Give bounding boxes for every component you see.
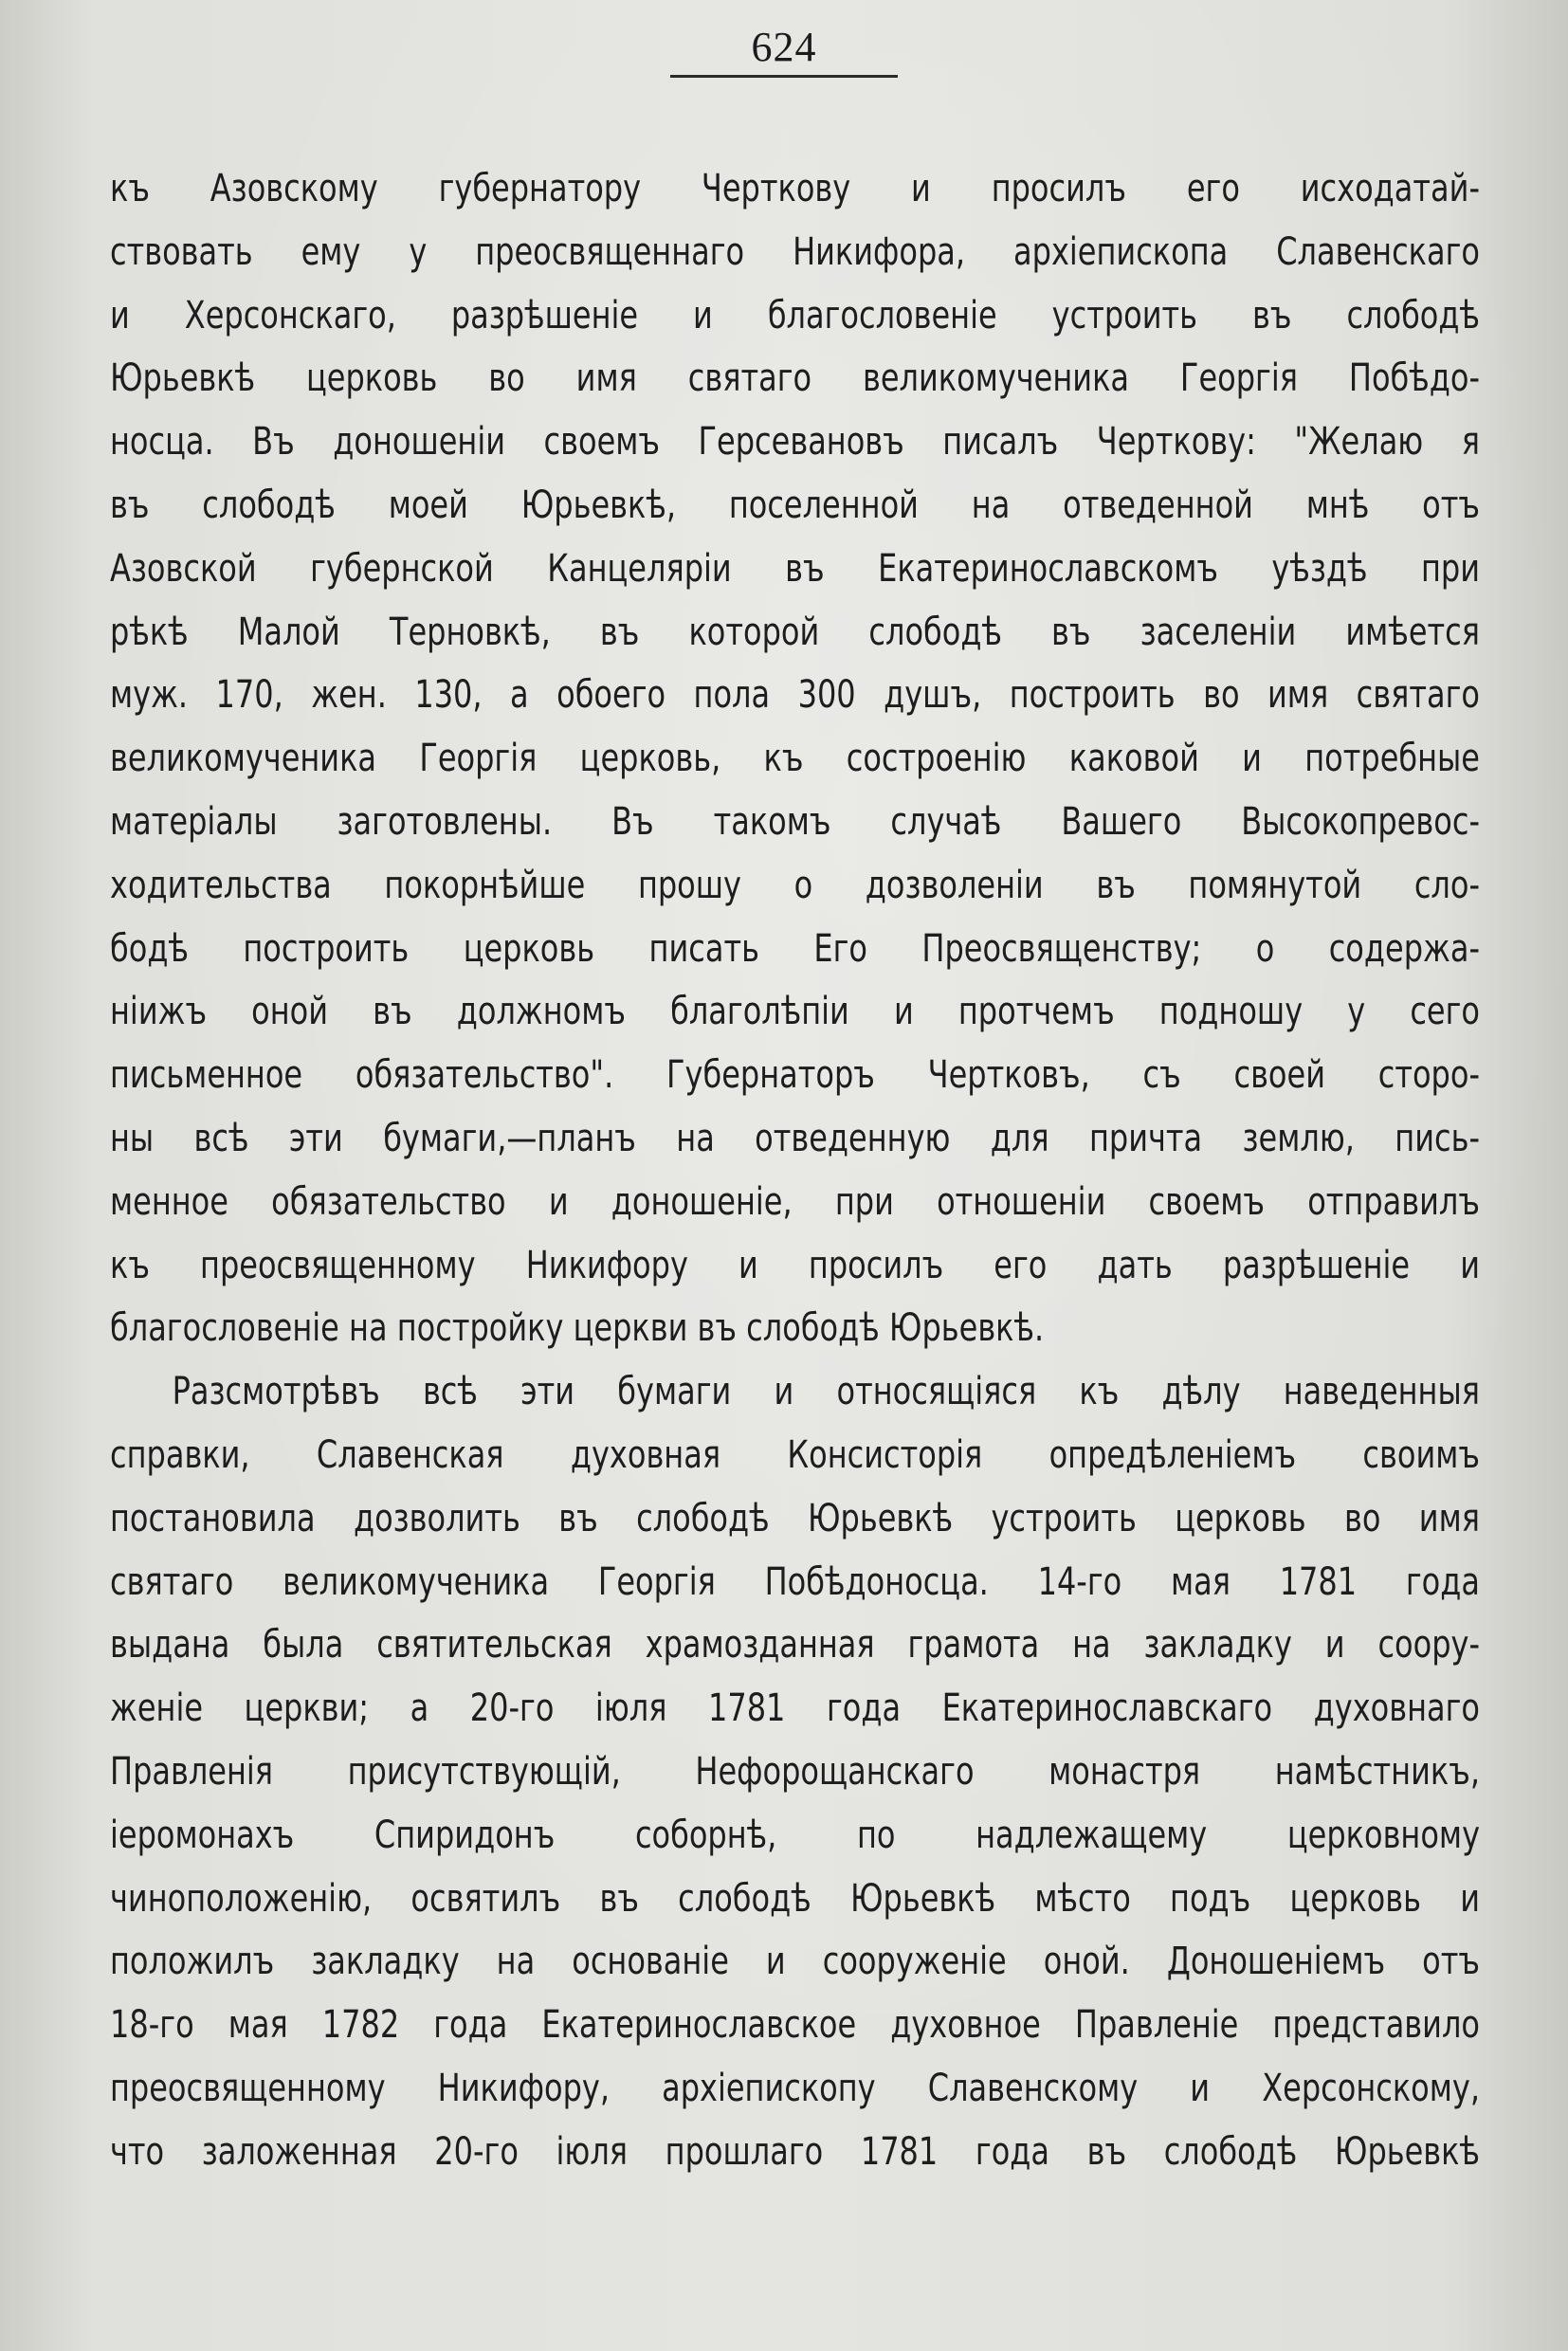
text-line: выдана была святительская храмозданная грамота на закладку и соору- bbox=[110, 1623, 1480, 1668]
paragraph-start-line: Разсмотрѣвъ всѣ эти бумаги и относящіяся къ дѣлу наведенныя bbox=[172, 1370, 1480, 1414]
page-number: 624 bbox=[751, 24, 817, 70]
text-line: Правленія присутствующій, Нефорощанскаго монастря намѣстникъ, bbox=[110, 1749, 1480, 1794]
text-line: ствовать ему у преосвященнаго Никифора, архіепископа Славенскаго bbox=[110, 229, 1480, 274]
text-line: ны всѣ эти бумаги,—планъ на отведенную для причта землю, пись- bbox=[110, 1116, 1480, 1160]
text-line: постановила дозволить въ слободѣ Юрьевкѣ устроить церковь во имя bbox=[110, 1496, 1480, 1540]
text-line: великомученика Георгія церковь, къ состроенію каковой и потребные bbox=[110, 737, 1480, 781]
text-line: преосвященному Никифору, архіепископу Славенскому и Херсонскому, bbox=[110, 2066, 1480, 2110]
text-line: въ слободѣ моей Юрьевкѣ, поселенной на отведенной мнѣ отъ bbox=[110, 483, 1480, 527]
text-line: ніижъ оной въ должномъ благолѣпіи и протчемъ подношу у сего bbox=[110, 990, 1480, 1034]
text-line: ходительства покорнѣйше прошу о дозволеніи въ помянутой сло- bbox=[110, 863, 1480, 907]
body-text bbox=[110, 157, 1480, 2184]
text-line: іеромонахъ Спиридонъ соборнѣ, по надлежащему церковному bbox=[110, 1813, 1480, 1857]
text-line: Юрьевкѣ церковь во имя святаго великомученика Георгія Побѣдо- bbox=[110, 356, 1480, 401]
text-line: муж. 170, жен. 130, а обоего пола 300 душъ, построить во имя святаго bbox=[110, 673, 1480, 718]
text-line: матеріалы заготовлены. Въ такомъ случаѣ Вашего Высокопревос- bbox=[110, 799, 1480, 844]
header-rule bbox=[670, 75, 898, 78]
text-line: письменное обязательство". Губернаторъ Чертковъ, съ своей сторо- bbox=[110, 1053, 1480, 1098]
text-line: что заложенная 20-го іюля прошлаго 1781 года въ слободѣ Юрьевкѣ bbox=[110, 2129, 1480, 2174]
text-line: къ преосвященному Никифору и просилъ его дать разрѣшеніе и bbox=[110, 1243, 1480, 1287]
text-line: Азовской губернской Канцеляріи въ Екатеринославскомъ уѣздѣ при bbox=[110, 546, 1480, 591]
text-line: 18-го мая 1782 года Екатеринославское духовное Правленіе представило bbox=[110, 2003, 1480, 2048]
text-line: справки, Славенская духовная Консисторія опредѣленіемъ своимъ bbox=[110, 1432, 1480, 1477]
paragraph-end-line: благословеніе на постройку церкви въ слободѣ Юрьевкѣ. bbox=[110, 1306, 1045, 1351]
text-line: и Херсонскаго, разрѣшеніе и благословеніе устроить въ слободѣ bbox=[110, 293, 1480, 337]
text-line: рѣкѣ Малой Терновкѣ, въ которой слободѣ въ заселеніи имѣется bbox=[110, 610, 1480, 654]
text-line: положилъ закладку на основаніе и сооруженіе оной. Доношеніемъ отъ bbox=[110, 1940, 1480, 1984]
text-line: носца. Въ доношеніи своемъ Герсевановъ писалъ Черткову: "Желаю я bbox=[110, 420, 1480, 465]
text-line: менное обязательство и доношеніе, при отношеніи своемъ отправилъ bbox=[110, 1179, 1480, 1224]
text-line: къ Азовскому губернатору Черткову и просилъ его исходатай- bbox=[110, 167, 1480, 210]
text-line: чиноположенію, освятилъ въ слободѣ Юрьевкѣ мѣсто подъ церковь и bbox=[110, 1876, 1480, 1921]
text-line: святаго великомученика Георгія Побѣдоносца. 14-го мая 1781 года bbox=[110, 1559, 1480, 1604]
text-line: бодѣ построить церковь писать Его Преосвященству; о содержа- bbox=[110, 926, 1480, 971]
text-line: женіе церкви; а 20-го іюля 1781 года Екатеринославскаго духовнаго bbox=[110, 1686, 1480, 1731]
